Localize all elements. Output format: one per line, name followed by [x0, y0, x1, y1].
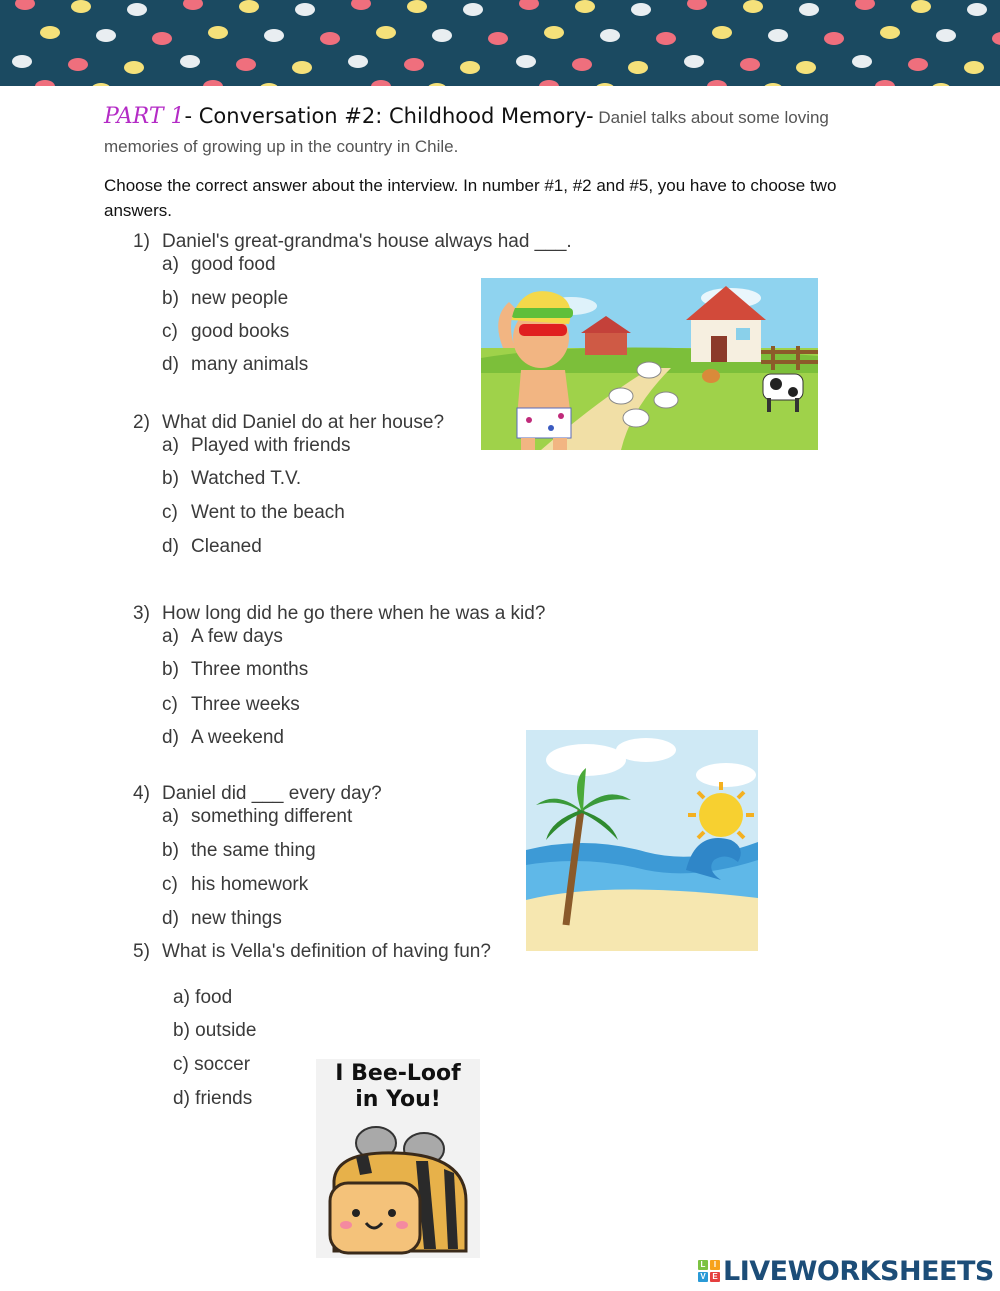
banner-dot [519, 0, 539, 10]
question-number: 4) [133, 783, 150, 804]
option-text: Cleaned [191, 536, 262, 557]
option-letter: d) [162, 354, 179, 375]
banner-dot [460, 61, 480, 74]
beach-illustration [526, 730, 758, 951]
option-4c[interactable] [162, 874, 308, 896]
option-text: the same thing [191, 840, 316, 861]
option-1b[interactable] [162, 288, 288, 310]
option-2d[interactable] [162, 536, 262, 558]
banner-dot [631, 3, 651, 16]
option-1c[interactable] [162, 321, 289, 343]
banner-dot [575, 0, 595, 13]
option-5d[interactable]: d) friends [173, 1088, 253, 1109]
option-letter: c) [162, 321, 178, 342]
question-text: What did Daniel do at her house? [162, 412, 445, 433]
option-letter: d) [162, 908, 179, 929]
banner-dot [656, 32, 676, 45]
logo-letter-i: I [710, 1260, 720, 1270]
option-text: something different [191, 806, 353, 827]
option-5a[interactable]: a) food [173, 987, 233, 1008]
banner-dot [684, 55, 704, 68]
banner-dot [911, 0, 931, 13]
banner-dot [239, 0, 259, 13]
banner-dot [40, 26, 60, 39]
banner-dot [183, 0, 203, 10]
banner-dot [855, 0, 875, 10]
option-letter: b) [162, 288, 179, 309]
question-number: 1) [133, 231, 150, 252]
banner-dot [687, 0, 707, 10]
part-label: PART 1 [104, 104, 185, 129]
banner-dot [427, 83, 447, 86]
instructions: Choose the correct answer about the interview. In number #1, #2 and #5, you have to choose two answers. [104, 176, 837, 220]
question-number: 5) [133, 941, 150, 962]
banner-dot [71, 0, 91, 13]
banner-dot [572, 58, 592, 71]
option-text: Watched T.V. [191, 468, 302, 489]
banner-dot [539, 80, 559, 86]
question-4 [133, 783, 382, 805]
logo-mark-icon [698, 1260, 720, 1282]
page-title [104, 104, 984, 129]
banner-dot [124, 61, 144, 74]
question-text: Daniel did ___ every day? [162, 783, 382, 804]
title-description-continued: memories of growing up in the country in Chile. [104, 137, 459, 156]
option-1d[interactable] [162, 354, 308, 376]
question-number: 2) [133, 412, 150, 433]
banner-dot [96, 29, 116, 42]
banner-dot [992, 32, 1000, 45]
banner-dot [264, 29, 284, 42]
banner-dot [432, 29, 452, 42]
banner-dot [35, 80, 55, 86]
banner-dot [236, 58, 256, 71]
banner-dot [799, 3, 819, 16]
option-text: good food [191, 254, 276, 275]
banner-dot [768, 29, 788, 42]
bee-bread-icon [316, 1121, 480, 1258]
option-text: A weekend [191, 727, 284, 748]
option-text: his homework [191, 874, 309, 895]
banner-dot [180, 55, 200, 68]
logo-letter-v: V [698, 1272, 708, 1282]
option-5c[interactable]: c) soccer [173, 1054, 251, 1075]
banner-dot [15, 0, 35, 10]
farm-illustration [481, 278, 818, 450]
banner-dot [600, 29, 620, 42]
banner-dot [595, 83, 615, 86]
option-letter: b) [162, 659, 179, 680]
option-3b[interactable] [162, 659, 308, 681]
question-5 [133, 941, 491, 963]
banner-dot [852, 55, 872, 68]
banner-dot [295, 3, 315, 16]
option-text: good books [191, 321, 290, 342]
banner-dot [152, 32, 172, 45]
option-letter: c) [162, 874, 178, 895]
banner-dot [91, 83, 111, 86]
banner-dot [127, 3, 147, 16]
logo-letter-l: L [698, 1260, 708, 1270]
conversation-title: - Conversation #2: Childhood Memory- [184, 104, 594, 128]
option-letter: a) [162, 435, 179, 456]
option-4b[interactable] [162, 840, 316, 862]
banner-dot [516, 55, 536, 68]
banner-dot [259, 83, 279, 86]
option-text: Went to the beach [191, 502, 345, 523]
banner-dot [824, 32, 844, 45]
option-2a[interactable] [162, 435, 350, 457]
liveworksheets-logo[interactable] [698, 1256, 994, 1286]
banner-dot [371, 80, 391, 86]
option-letter: a) [162, 806, 179, 827]
option-4a[interactable] [162, 806, 352, 828]
banner-dot [875, 80, 895, 86]
question-1 [133, 231, 572, 253]
banner-dot [208, 26, 228, 39]
option-letter: a) [162, 254, 179, 275]
logo-letter-e: E [710, 1272, 720, 1282]
bee-card-line-1: I Bee-Loof [335, 1061, 461, 1086]
option-letter: d) [162, 536, 179, 557]
title-description: Daniel talks about some loving [593, 108, 829, 127]
banner-dot [964, 61, 984, 74]
question-2 [133, 412, 444, 434]
banner-dot [348, 55, 368, 68]
banner-dot [763, 83, 783, 86]
question-3 [133, 603, 545, 625]
banner-dot [68, 58, 88, 71]
banner-dot [931, 83, 951, 86]
question-text: What is Vella's definition of having fun? [162, 941, 491, 962]
banner-dot [463, 3, 483, 16]
banner-dot [628, 61, 648, 74]
option-3c[interactable] [162, 694, 300, 716]
bee-loof-card [316, 1059, 480, 1258]
question-text: Daniel's great-grandma's house always had ___. [162, 231, 572, 252]
option-2b[interactable] [162, 468, 301, 490]
option-text: new things [191, 908, 282, 929]
banner-dot [740, 58, 760, 71]
option-text: Three months [191, 659, 309, 680]
option-5b[interactable]: b) outside [173, 1020, 257, 1041]
option-letter: b) [162, 840, 179, 861]
option-letter: c) [162, 694, 178, 715]
option-letter: b) [162, 468, 179, 489]
banner-dot [712, 26, 732, 39]
banner-dot [376, 26, 396, 39]
option-1a[interactable] [162, 254, 276, 276]
option-text: new people [191, 288, 289, 309]
option-letter: a) [162, 626, 179, 647]
question-text: How long did he go there when he was a kid? [162, 603, 546, 624]
option-text: Played with friends [191, 435, 351, 456]
banner-dot [12, 55, 32, 68]
banner-dot [936, 29, 956, 42]
option-letter: c) [162, 502, 178, 523]
banner-dot [796, 61, 816, 74]
banner-dot [292, 61, 312, 74]
banner-dot [908, 58, 928, 71]
question-number: 3) [133, 603, 150, 624]
banner-dot [320, 32, 340, 45]
banner-dot [351, 0, 371, 10]
option-text: many animals [191, 354, 309, 375]
option-2c[interactable] [162, 502, 345, 524]
bee-card-line-2: in You! [355, 1087, 441, 1112]
banner-dot [880, 26, 900, 39]
option-3a[interactable] [162, 626, 283, 648]
banner-dot [488, 32, 508, 45]
decorative-banner [0, 0, 1000, 86]
banner-dot [407, 0, 427, 13]
banner-dot [544, 26, 564, 39]
banner-dot [203, 80, 223, 86]
banner-dot [707, 80, 727, 86]
option-3d[interactable] [162, 727, 284, 749]
banner-dot [404, 58, 424, 71]
logo-text: LIVEWORKSHEETS [723, 1255, 994, 1287]
banner-dot [743, 0, 763, 13]
option-letter: d) [162, 727, 179, 748]
option-text: Three weeks [191, 694, 300, 715]
banner-dot [967, 3, 987, 16]
option-text: A few days [191, 626, 283, 647]
option-4d[interactable] [162, 908, 282, 930]
